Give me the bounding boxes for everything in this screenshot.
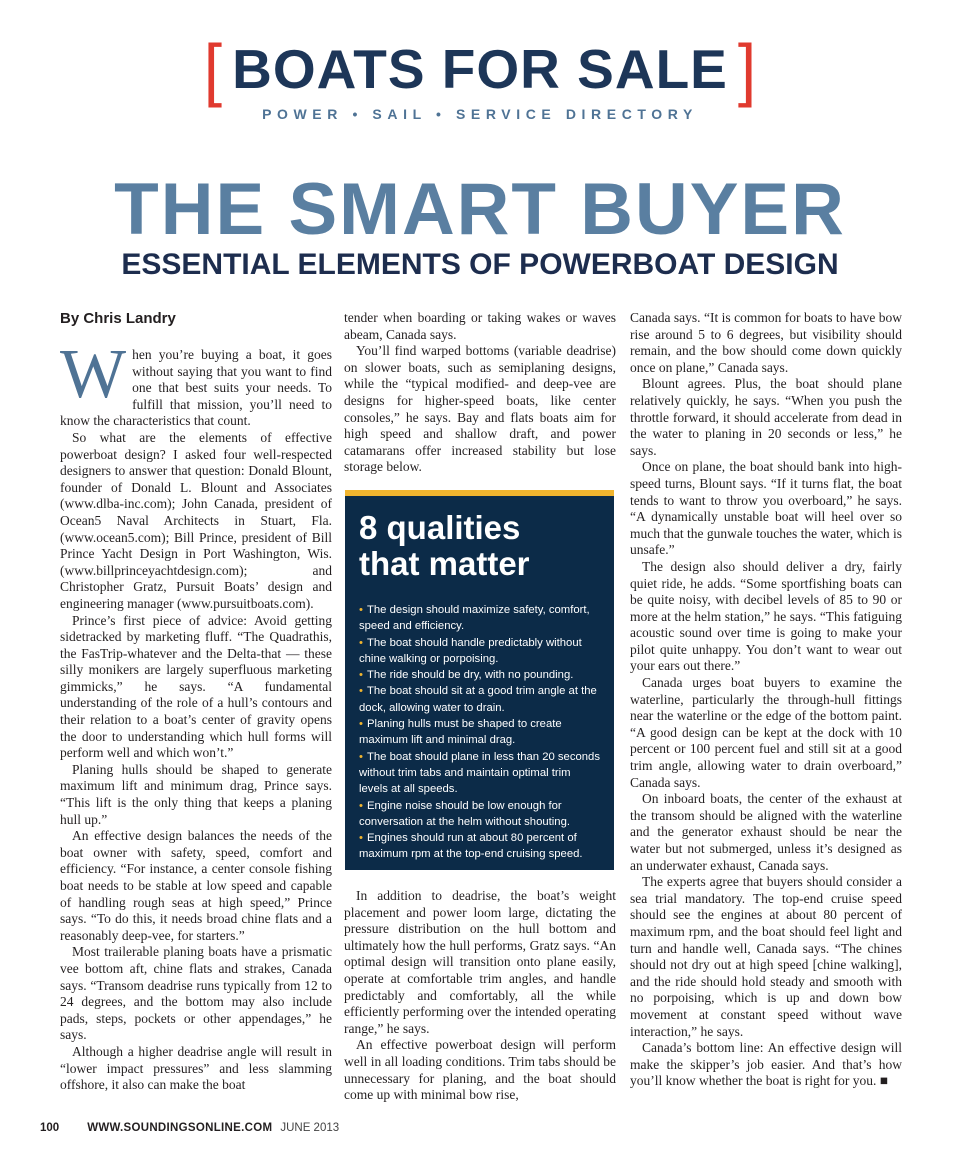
- issue-date: JUNE 2013: [280, 1122, 340, 1134]
- column-3: [630, 310, 902, 1090]
- section-subtitle: POWER • SAIL • SERVICE DIRECTORY: [262, 106, 698, 122]
- bullet-icon: •: [359, 685, 363, 698]
- column-2-lower: [344, 888, 616, 1104]
- website-link[interactable]: WWW.SOUNDINGSONLINE.COM: [87, 1122, 273, 1134]
- page-number: 100: [40, 1122, 60, 1134]
- list-item: [359, 830, 602, 863]
- list-item-text: The boat should handle predictably without chine walking or porpoising.: [359, 636, 582, 665]
- bullet-icon: •: [359, 832, 363, 845]
- list-item: [359, 716, 602, 749]
- paragraph: An effective design balances the needs of the boat owner with safety, speed, comfort and efficiency. “For instance, a center console fishing boat needs to be stable at low speed and capable of handling rough seas at high speed,” Prince says. “To do this, it needs broad chine flats and a reasonably deep-vee, for starters.”: [60, 828, 332, 943]
- list-item-text: The boat should sit at a good trim angle at the dock, allowing water to drain.: [359, 685, 597, 714]
- paragraph: The design also should deliver a dry, fairly quiet ride, he adds. “Some sportfishing boats can be quite noisy, with decibel levels of 85 to 90 or more at the helm station,” he says. “This fatiguing acoustic sound over time is going to make your pilot quite unhappy. You don’t want to wear out your ears out there.”: [630, 558, 902, 674]
- paragraph: tender when boarding or taking wakes or waves abeam, Canada says.: [344, 310, 616, 342]
- paragraph: Once on plane, the boat should bank into high-speed turns, Blount says. “If it turns flat, the boat tends to want to throw you overboard,” he says. “A dynamically unstable boat will heel over so much that the gunwale touches the water, which is unsafe.”: [630, 459, 903, 558]
- paragraph: Most trailerable planing boats have a prismatic vee bottom aft, chine flats and strakes, Canada says. “Transom deadrise runs typically from 12 to 24 degrees, and the bottom may also include pads, steps, pockets or other appendages,” he says.: [60, 944, 332, 1043]
- column-2-upper: [344, 310, 616, 476]
- lead-paragraph: [60, 336, 332, 430]
- list-item: [359, 667, 602, 683]
- masthead: [0, 30, 960, 122]
- paragraph: Planing hulls should be shaped to generate maximum lift and minimum drag, Prince says. “This lift is the only thing that keeps a planing hull up.”: [60, 761, 332, 827]
- paragraph: Canada says. “It is common for boats to have bow rise around 5 to 6 degrees, but visibility should remain, and the bow should come down quickly once on plane,” Canada says.: [630, 310, 902, 375]
- subheadline: ESSENTIAL ELEMENTS OF POWERBOAT DESIGN: [121, 248, 839, 281]
- lead-text: hen you’re buying a boat, it goes without saying that you want to find one that best suits your needs. To fulfill that mission, you’ll need to know the characteristics that count.: [60, 347, 332, 429]
- bullet-icon: •: [359, 718, 363, 731]
- page-footer: [40, 1122, 339, 1134]
- list-item: [359, 602, 602, 635]
- byline: By Chris Landry: [60, 310, 176, 327]
- bullet-icon: •: [359, 669, 363, 682]
- sidebar-title-line: 8 qualities: [359, 509, 521, 546]
- list-item: [359, 683, 602, 716]
- bullet-icon: •: [359, 604, 363, 616]
- list-item-text: The design should maximize safety, comfort, speed and efficiency.: [359, 604, 590, 633]
- list-item-text: The ride should be dry, with no pounding.: [366, 669, 574, 682]
- sidebar-title-line: that matter: [359, 545, 530, 582]
- paragraph: Blount agrees. Plus, the boat should plane relatively quickly, he says. “When you push the throttle forward, it should accelerate from dead in the water to planing in 20 seconds or less,” he says.: [630, 376, 902, 458]
- column-1: [60, 310, 332, 1094]
- list-item-text: Planing hulls must be shaped to create maximum lift and minimal drag.: [359, 718, 562, 747]
- paragraph: Prince’s first piece of advice: Avoid getting sidetracked by marketing fluff. “The Quadrathis, the FasTrip-whatever and the Delta-that — these silly monikers are largely superfluous marketing gimmicks,” he says. “A fundamental understanding of the role of a hull’s contours and their relation to a boat’s center of gravity opens the door to understanding which hull forms will perform well and which won’t.”: [60, 612, 332, 761]
- list-item: [359, 635, 602, 668]
- paragraph: Canada urges boat buyers to examine the waterline, particularly the through-hull fittings near the waterline or the edge of the bottom paint. “A good design can be kept at the dock with 10 percent or 100 percent fuel and still sit at a good trim angle, allowing water to drain overboard,” Canada says.: [630, 675, 902, 790]
- paragraph: In addition to deadrise, the boat’s weight placement and power loom large, dictating the pressure distribution on the hull bottom and ultimately how the hull performs, Gratz says. “An optimal design will transition onto plane easily, operate at comfortable trim angles, and handle predictably and comfortably, all the while efficiently performing over the intended operating range,” he says.: [344, 888, 616, 1036]
- masthead-row: [0, 30, 960, 108]
- bullet-icon: •: [359, 799, 363, 812]
- bullet-icon: •: [359, 750, 363, 763]
- list-item: [359, 749, 602, 798]
- paragraph: You’ll find warped bottoms (variable deadrise) on slower boats, such as semiplaning designs, while the “typical modified- and deep-vee are designs for higher-speed boats, like center consoles,” he says. Bay and flats boats aim for high speed and shallow draft, and power catamarans offer increased stability but lose storage below.: [344, 343, 616, 475]
- paragraph: On inboard boats, the center of the exhaust at the transom should be aligned with the waterline and the generator exhaust should be near the water but not submerged, unless it’s designed as an underwater exhaust, Canada says.: [630, 791, 902, 873]
- paragraph: So what are the elements of effective powerboat design? I asked four well-respected designers to answer that question: Donald Blount, founder of Donald L. Blount and Associates (www.dlba-inc.com); John Canada, president of Ocean5 Naval Architects in Stuart, Fla. (www.ocean5.com); Bill Prince, president of Bill Prince Yacht Design in Port Washington, Wis. (www.billprinceyachtdesign.com); and Christopher Gratz, Pursuit Boats’ design and engineering manager (www.pursuitboats.com).: [60, 429, 332, 611]
- paragraph: The experts agree that buyers should consider a sea trial mandatory. The top-end cruise speed should see the engines at about 80 percent of maximum rpm, and the boat should feel light and turn and handle well, Canada says. “The chines should not dry out at high speed [chine walking], and the ride should hold steady and smooth with no porpoising, which is up and down bow movement at constant speed without wave interaction,” he says.: [630, 874, 902, 1039]
- list-item-text: Engine noise should be low enough for conversation at the helm without shouting.: [359, 799, 571, 828]
- list-item: [359, 798, 602, 831]
- paragraph: Canada’s bottom line: An effective design will make the skipper’s job easier. And that’s how you’ll know whether the boat is right for you. ■: [630, 1040, 902, 1089]
- paragraph: Although a higher deadrise angle will result in “lower impact pressures” and less slamming offshore, it also can make the boat: [60, 1043, 332, 1093]
- list-item-text: The boat should plane in less than 20 seconds without trim tabs and maintain optimal trim levels at all speeds.: [359, 750, 600, 796]
- section-title: BOATS FOR SALE: [232, 38, 728, 100]
- drop-cap: W: [60, 336, 127, 413]
- headline: THE SMART BUYER: [114, 169, 846, 250]
- bullet-icon: •: [359, 636, 363, 649]
- qualities-list: [359, 602, 602, 863]
- sidebar-title: [359, 510, 602, 582]
- sidebar-box: [345, 490, 614, 870]
- right-bracket: ]: [737, 30, 757, 108]
- paragraph: An effective powerboat design will perform well in all loading conditions. Trim tabs should be unnecessary for planing, and the boat should come up with minimal bow rise,: [344, 1037, 616, 1103]
- list-item-text: Engines should run at about 80 percent of maximum rpm at the top-end cruising speed.: [359, 832, 583, 861]
- left-bracket: [: [203, 30, 223, 108]
